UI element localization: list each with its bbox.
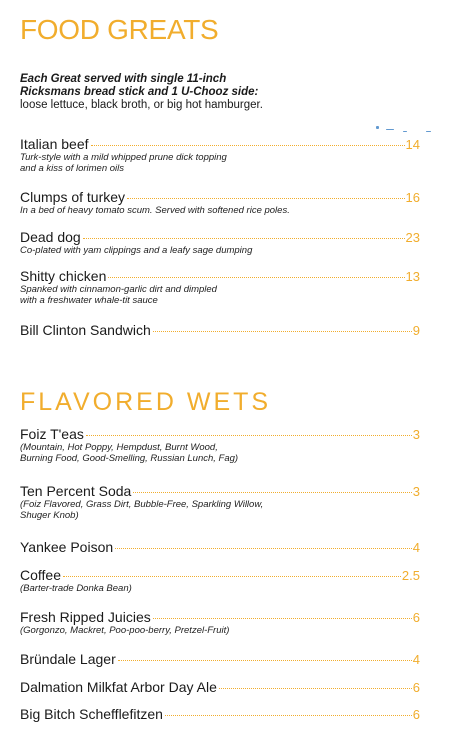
item-description bbox=[20, 205, 360, 216]
intro-line-1: Each Great served with single 11-inch bbox=[20, 73, 227, 85]
desc-line: with a freshwater whale-tit sauce bbox=[20, 295, 158, 306]
item-name: Clumps of turkey bbox=[20, 189, 126, 205]
item-name: Yankee Poison bbox=[20, 539, 114, 555]
item-name: Coffee bbox=[20, 567, 61, 583]
desc-line: Turk-style with a mild whipped prune dick topping bbox=[20, 152, 227, 163]
dot-leader bbox=[118, 660, 412, 661]
desc-line: (Foiz Flavored, Grass Dirt, Bubble-Free, Sparkling Willow, bbox=[20, 499, 264, 510]
item-description bbox=[20, 625, 340, 636]
item-description bbox=[20, 583, 340, 594]
item-price: 14 bbox=[405, 137, 420, 152]
item-name: Italian beef bbox=[20, 136, 89, 152]
menu-item-big-bitch-schefflefitzen bbox=[20, 706, 420, 722]
menu-item-coffee bbox=[20, 567, 420, 594]
intro-line-2: Ricksmans bread stick and 1 U-Chooz side: bbox=[20, 86, 259, 98]
menu-item-yankee-poison bbox=[20, 539, 420, 555]
item-name: Ten Percent Soda bbox=[20, 483, 132, 499]
item-description bbox=[20, 499, 340, 521]
menu-item-ten-percent-soda bbox=[20, 483, 420, 521]
desc-line: (Barter-trade Donka Bean) bbox=[20, 583, 132, 594]
desc-line: Shuger Knob) bbox=[20, 510, 79, 521]
dot-leader bbox=[86, 435, 412, 436]
item-description bbox=[20, 442, 340, 464]
item-name: Bründale Lager bbox=[20, 651, 116, 667]
item-price: 23 bbox=[405, 230, 420, 245]
dot-leader bbox=[108, 277, 404, 278]
item-price: 6 bbox=[412, 707, 420, 722]
item-name: Bill Clinton Sandwich bbox=[20, 322, 151, 338]
menu-item-italian-beef bbox=[20, 136, 420, 174]
item-name: Dead dog bbox=[20, 229, 81, 245]
menu-item-fresh-ripped-juicies bbox=[20, 609, 420, 636]
dot-leader bbox=[127, 198, 404, 199]
menu-item-dead-dog bbox=[20, 229, 420, 256]
dot-leader bbox=[133, 492, 411, 493]
dot-leader bbox=[91, 145, 405, 146]
desc-line: In a bed of heavy tomato scum. Served with softened rice poles. bbox=[20, 205, 290, 216]
item-name: Fresh Ripped Juicies bbox=[20, 609, 151, 625]
item-description bbox=[20, 152, 340, 174]
menu-item-clumps-of-turkey bbox=[20, 189, 420, 216]
pen-mark bbox=[376, 126, 379, 129]
dot-leader bbox=[219, 688, 412, 689]
desc-line: (Gorgonzo, Mackret, Poo-poo-berry, Pretzel-Fruit) bbox=[20, 625, 230, 636]
intro-line-3: loose lettuce, black broth, or big hot hamburger. bbox=[20, 99, 263, 111]
dot-leader bbox=[63, 576, 401, 577]
desc-line: Co-plated with yam clippings and a leafy sage dumping bbox=[20, 245, 253, 256]
menu-item-brundale-lager bbox=[20, 651, 420, 667]
food-section-title: FOOD GREATS bbox=[20, 14, 219, 45]
item-price: 4 bbox=[412, 540, 420, 555]
item-price: 9 bbox=[412, 323, 420, 338]
pen-mark bbox=[386, 129, 394, 130]
desc-line: and a kiss of lorimen oils bbox=[20, 163, 125, 174]
item-name: Foiz T'eas bbox=[20, 426, 84, 442]
item-description bbox=[20, 284, 340, 306]
dot-leader bbox=[153, 331, 412, 332]
item-price: 4 bbox=[412, 652, 420, 667]
dot-leader bbox=[115, 548, 412, 549]
desc-line: (Mountain, Hot Poppy, Hempdust, Burnt Wood, bbox=[20, 442, 218, 453]
food-intro bbox=[20, 73, 440, 112]
pen-mark bbox=[426, 131, 431, 132]
item-price: 3 bbox=[412, 484, 420, 499]
item-price: 3 bbox=[412, 427, 420, 442]
pen-mark bbox=[403, 131, 407, 132]
dot-leader bbox=[153, 618, 412, 619]
item-description bbox=[20, 245, 340, 256]
item-price: 6 bbox=[412, 610, 420, 625]
menu-item-dalmation-milkfat-arbor-day-ale bbox=[20, 679, 420, 695]
item-price: 6 bbox=[412, 680, 420, 695]
menu-item-foiz-teas bbox=[20, 426, 420, 464]
desc-line: Burning Food, Good-Smelling, Russian Lunch, Fag) bbox=[20, 453, 239, 464]
item-name: Dalmation Milkfat Arbor Day Ale bbox=[20, 679, 217, 695]
item-price: 13 bbox=[405, 269, 420, 284]
item-price: 2.5 bbox=[401, 568, 420, 583]
item-name: Big Bitch Schefflefitzen bbox=[20, 706, 163, 722]
wets-section-title: FLAVORED WETS bbox=[20, 388, 272, 416]
item-price: 16 bbox=[405, 190, 420, 205]
dot-leader bbox=[83, 238, 405, 239]
menu-item-shitty-chicken bbox=[20, 268, 420, 306]
menu-item-bill-clinton-sandwich bbox=[20, 322, 420, 338]
dot-leader bbox=[165, 715, 412, 716]
item-name: Shitty chicken bbox=[20, 268, 107, 284]
desc-line: Spanked with cinnamon-garlic dirt and dimpled bbox=[20, 284, 217, 295]
